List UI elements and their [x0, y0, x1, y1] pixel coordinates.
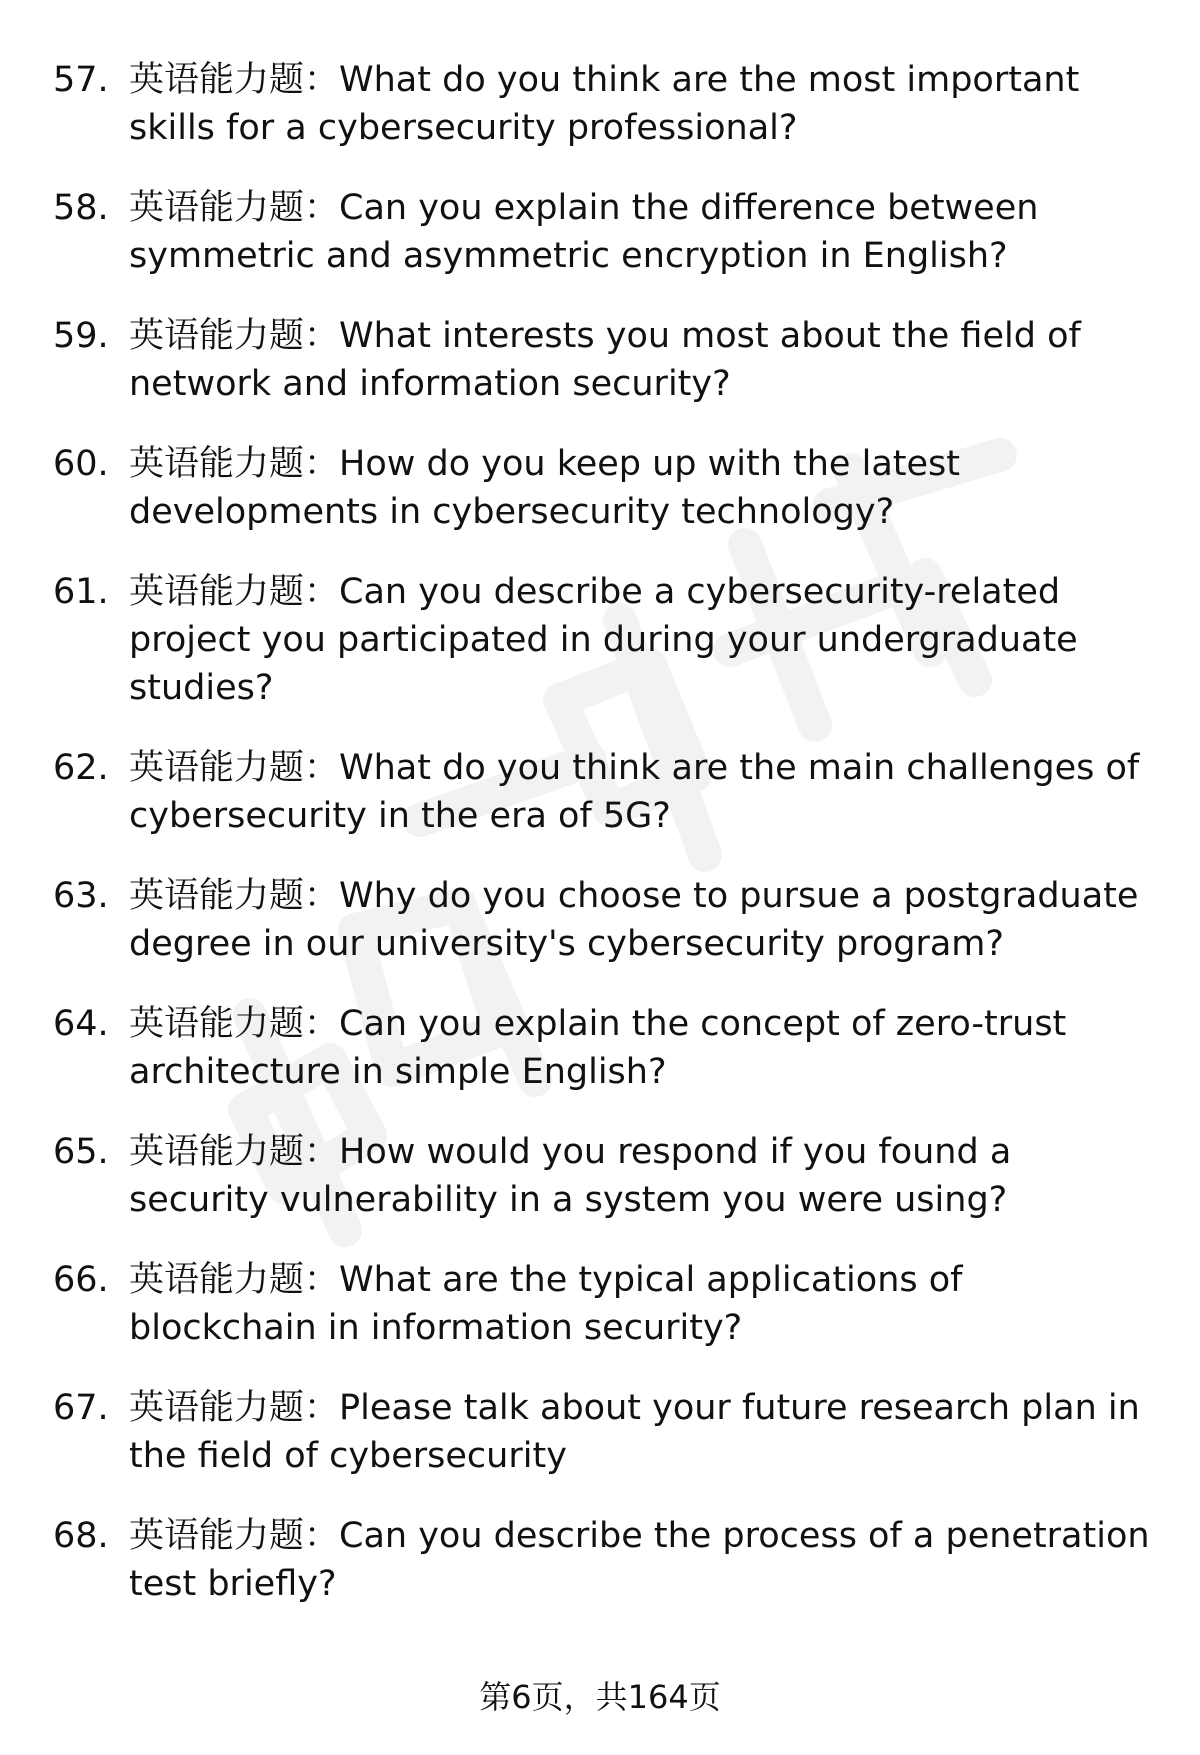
- question-item: [0, 1000, 1200, 1096]
- question-category: 英语能力题：: [129, 1004, 340, 1044]
- question-number: 57.: [53, 60, 109, 100]
- question-category: 英语能力题：: [129, 444, 340, 484]
- question-category: 英语能力题：: [129, 1260, 340, 1300]
- question-body: [129, 744, 1159, 840]
- question-body: [129, 184, 1159, 280]
- question-text: Can you describe the process of a penetration test briefly?: [129, 1516, 1150, 1604]
- question-body: [129, 56, 1159, 152]
- question-body: [129, 312, 1159, 408]
- question-text: Why do you choose to pursue a postgraduate degree in our university's cybersecurity program?: [129, 876, 1139, 964]
- question-number: 60.: [53, 444, 109, 484]
- question-category: 英语能力题：: [129, 572, 340, 612]
- question-list: [0, 56, 1200, 1640]
- question-category: 英语能力题：: [129, 1516, 340, 1556]
- question-category: 英语能力题：: [129, 188, 340, 228]
- question-item: [0, 184, 1200, 280]
- question-body: [129, 440, 1159, 536]
- question-number: 67.: [53, 1388, 109, 1428]
- question-item: [0, 440, 1200, 536]
- question-item: [0, 312, 1200, 408]
- question-body: [129, 1128, 1159, 1224]
- question-category: 英语能力题：: [129, 60, 340, 100]
- question-number: 68.: [53, 1516, 109, 1556]
- question-number: 66.: [53, 1260, 109, 1300]
- question-text: What interests you most about the field of network and information security?: [129, 316, 1081, 404]
- question-category: 英语能力题：: [129, 876, 340, 916]
- question-text: Please talk about your future research plan in the field of cybersecurity: [129, 1388, 1140, 1476]
- question-body: [129, 1384, 1159, 1480]
- question-number: 58.: [53, 188, 109, 228]
- question-text: What do you think are the most important skills for a cybersecurity professional?: [129, 60, 1080, 148]
- question-category: 英语能力题：: [129, 316, 340, 356]
- question-number: 62.: [53, 748, 109, 788]
- question-body: [129, 1256, 1159, 1352]
- question-number: 59.: [53, 316, 109, 356]
- question-item: [0, 744, 1200, 840]
- question-category: 英语能力题：: [129, 1388, 340, 1428]
- question-text: Can you explain the difference between symmetric and asymmetric encryption in English?: [129, 188, 1039, 276]
- question-number: 65.: [53, 1132, 109, 1172]
- question-text: How would you respond if you found a security vulnerability in a system you were using?: [129, 1132, 1012, 1220]
- question-text: What do you think are the main challenges of cybersecurity in the era of 5G?: [129, 748, 1140, 836]
- question-number: 64.: [53, 1004, 109, 1044]
- question-text: What are the typical applications of blockchain in information security?: [129, 1260, 963, 1348]
- question-body: [129, 568, 1159, 712]
- question-number: 61.: [53, 572, 109, 612]
- question-body: [129, 1512, 1159, 1608]
- question-text: How do you keep up with the latest developments in cybersecurity technology?: [129, 444, 960, 532]
- question-category: 英语能力题：: [129, 1132, 340, 1172]
- question-text: Can you describe a cybersecurity-related project you participated in during your undergraduate studies?: [129, 572, 1078, 708]
- question-item: [0, 1384, 1200, 1480]
- question-category: 英语能力题：: [129, 748, 340, 788]
- question-item: [0, 1256, 1200, 1352]
- question-item: [0, 1128, 1200, 1224]
- question-item: [0, 56, 1200, 152]
- question-item: [0, 568, 1200, 712]
- question-number: 63.: [53, 876, 109, 916]
- question-item: [0, 872, 1200, 968]
- question-body: [129, 1000, 1159, 1096]
- question-text: Can you explain the concept of zero-trust architecture in simple English?: [129, 1004, 1067, 1092]
- question-item: [0, 1512, 1200, 1608]
- page-number-footer: 第6页，共164页: [479, 1678, 721, 1716]
- question-body: [129, 872, 1159, 968]
